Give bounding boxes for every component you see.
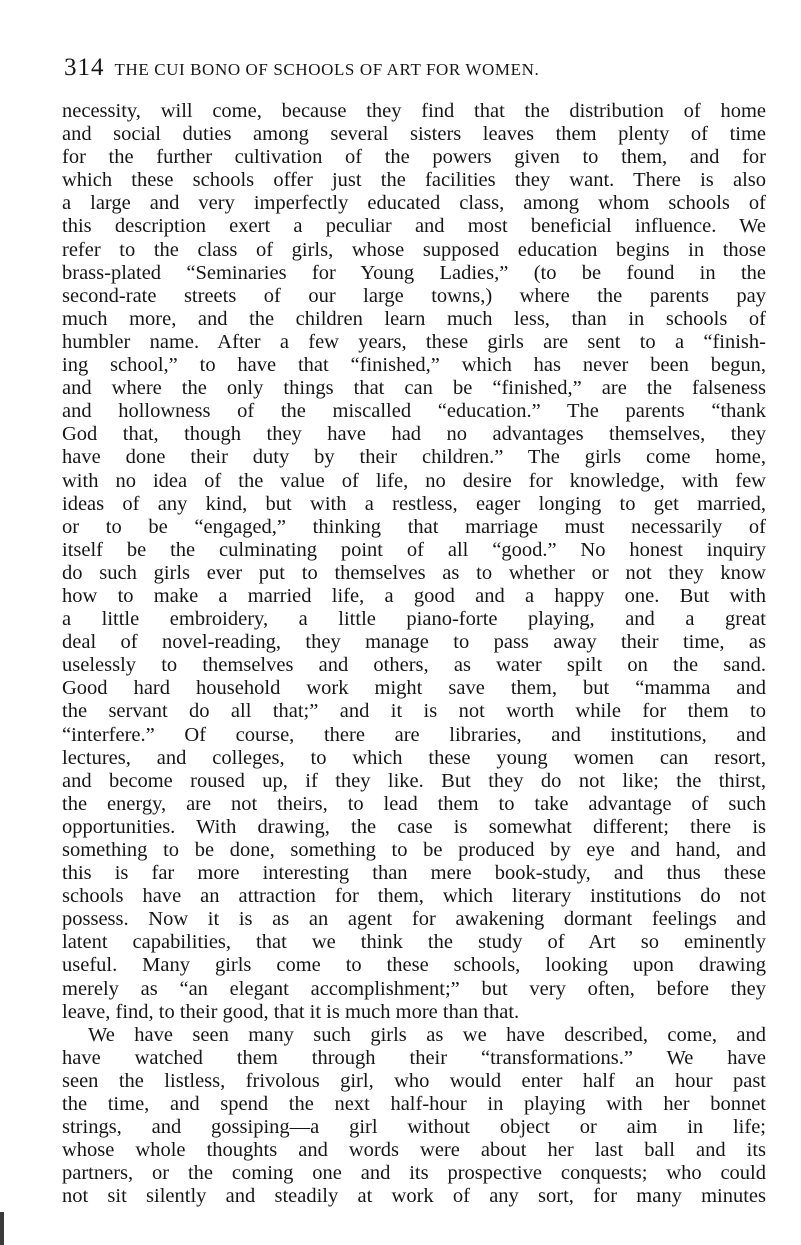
paragraph-1 bbox=[62, 100, 766, 1024]
body-text bbox=[62, 100, 766, 1209]
text-line: a large and very imperfectly educated class, among whom schools of bbox=[62, 192, 766, 215]
text-line: the time, and spend the next half-hour in playing with her bonnet bbox=[62, 1093, 766, 1116]
text-line: this description exert a peculiar and most beneficial influence. We bbox=[62, 215, 766, 238]
text-line: with no idea of the value of life, no desire for knowledge, with few bbox=[62, 469, 766, 492]
text-line: God that, though they have had no advantages themselves, they bbox=[62, 423, 766, 446]
running-title: THE CUI BONO OF SCHOOLS OF ART FOR WOMEN. bbox=[114, 60, 540, 79]
text-line: have watched them through their “transformations.” We have bbox=[62, 1046, 766, 1069]
text-line: schools have an attraction for them, which literary institutions do not bbox=[62, 885, 766, 908]
text-line: which these schools offer just the facilities they want. There is also bbox=[62, 169, 766, 192]
text-line: something to be done, something to be produced by eye and hand, and bbox=[62, 839, 766, 861]
text-line: second-rate streets of our large towns,) where the parents pay bbox=[62, 284, 766, 307]
text-line: humbler name. After a few years, these girls are sent to a “finish- bbox=[62, 330, 766, 353]
text-line: whose whole thoughts and words were about her last ball and its bbox=[62, 1139, 766, 1162]
text-line: how to make a married life, a good and a happy one. But with bbox=[62, 584, 766, 607]
text-line: necessity, will come, because they find that the distribution of home bbox=[62, 100, 766, 122]
text-line: strings, and gossiping—a girl without object or aim in life; bbox=[62, 1116, 766, 1139]
text-line: a little embroidery, a little piano-forte playing, and a great bbox=[62, 608, 766, 631]
text-line: We have seen many such girls as we have described, come, and bbox=[88, 1023, 766, 1046]
text-line: refer to the class of girls, whose supposed education begins in those bbox=[62, 238, 766, 261]
text-line: “interfere.” Of course, there are libraries, and institutions, and bbox=[62, 723, 766, 746]
text-line: lectures, and colleges, to which these young women can resort, bbox=[62, 746, 766, 769]
text-line: useful. Many girls come to these schools, looking upon drawing bbox=[62, 954, 766, 977]
text-line: ing school,” to have that “finished,” which has never been begun, bbox=[62, 354, 766, 377]
text-line: the energy, are not theirs, to lead them to take advantage of such bbox=[62, 792, 766, 815]
text-line: and social duties among several sisters leaves them plenty of time bbox=[62, 123, 766, 146]
text-line: the servant do all that;” and it is not worth while for them to bbox=[62, 700, 766, 723]
page-number: 314 bbox=[64, 54, 105, 81]
text-line: and where the only things that can be “finished,” are the falseness bbox=[62, 377, 766, 400]
text-line: leave, find, to their good, that it is much more than that. bbox=[62, 1000, 520, 1023]
text-line: and hollowness of the miscalled “education.” The parents “thank bbox=[62, 400, 766, 423]
text-line: latent capabilities, that we think the study of Art so eminently bbox=[62, 931, 766, 954]
text-line: partners, or the coming one and its prospective conquests; who could bbox=[62, 1162, 766, 1185]
text-line: opportunities. With drawing, the case is somewhat different; there is bbox=[62, 815, 766, 838]
text-line: and become roused up, if they like. But they do not like; the thirst, bbox=[62, 769, 766, 792]
text-line: deal of novel-reading, they manage to pass away their time, as bbox=[62, 631, 766, 654]
text-line: merely as “an elegant accomplishment;” but very often, before they bbox=[62, 977, 766, 1000]
text-line: possess. Now it is as an agent for awakening dormant feelings and bbox=[62, 908, 766, 931]
text-line: brass-plated “Seminaries for Young Ladies,” (to be found in the bbox=[62, 261, 766, 284]
text-line: have done their duty by their children.” The girls come home, bbox=[62, 446, 766, 469]
text-line: not sit silently and steadily at work of any sort, for many minutes bbox=[62, 1185, 766, 1208]
text-line: this is far more interesting than mere book-study, and thus these bbox=[62, 862, 766, 885]
paragraph-2 bbox=[62, 1024, 766, 1209]
binding-edge-mark bbox=[0, 1212, 4, 1245]
text-line: Good hard household work might save them, but “mamma and bbox=[62, 677, 766, 700]
text-line: or to be “engaged,” thinking that marriage must necessarily of bbox=[62, 515, 766, 538]
text-line: itself be the culminating point of all “good.” No honest inquiry bbox=[62, 538, 766, 561]
text-line: seen the listless, frivolous girl, who would enter half an hour past bbox=[62, 1069, 766, 1092]
running-head bbox=[64, 54, 764, 86]
text-line: ideas of any kind, but with a restless, eager longing to get married, bbox=[62, 492, 766, 515]
text-line: do such girls ever put to themselves as to whether or not they know bbox=[62, 561, 766, 584]
text-line: for the further cultivation of the powers given to them, and for bbox=[62, 146, 766, 169]
text-line: uselessly to themselves and others, as water spilt on the sand. bbox=[62, 654, 766, 677]
text-line: much more, and the children learn much less, than in schools of bbox=[62, 307, 766, 330]
